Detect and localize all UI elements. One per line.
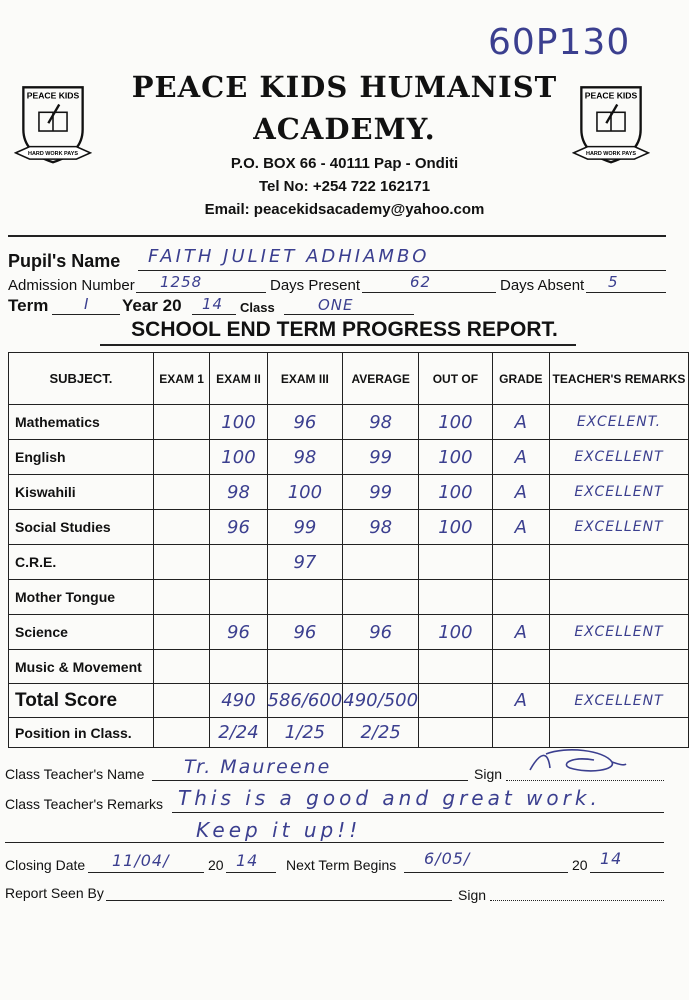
table-row: C.R.E. 97 bbox=[9, 545, 689, 580]
reference-number: 60P130 bbox=[488, 22, 631, 63]
teacher-signature bbox=[520, 744, 630, 778]
days-absent-label: Days Absent bbox=[500, 277, 585, 294]
table-row-music: Music & Movement bbox=[9, 650, 689, 684]
teacher-remarks-line2: Keep it up!! bbox=[196, 818, 362, 842]
total-score-label: Total Score bbox=[9, 684, 154, 718]
teacher-remarks-line1: This is a good and great work. bbox=[178, 786, 601, 810]
header-grade: GRADE bbox=[492, 353, 549, 405]
teacher-name-label: Class Teacher's Name bbox=[5, 766, 145, 782]
closing-date-label: Closing Date bbox=[5, 857, 86, 873]
pupil-name-label: Pupil's Name bbox=[8, 251, 121, 271]
next-term-value: 6/05/ bbox=[424, 849, 471, 868]
report-seen-label: Report Seen By bbox=[5, 885, 104, 901]
header-exam3: EXAM III bbox=[267, 353, 343, 405]
header-remarks: TEACHER'S REMARKS bbox=[549, 353, 688, 405]
header-average: AVERAGE bbox=[343, 353, 419, 405]
table-row: Mathematics 100 96 98 100 A EXCELENT. bbox=[9, 405, 689, 440]
report-title: SCHOOL END TERM PROGRESS REPORT. bbox=[131, 318, 558, 341]
closing-year-value: 14 bbox=[236, 851, 259, 870]
table-row: Kiswahili 98 100 99 100 A EXCELLENT bbox=[9, 475, 689, 510]
svg-text:HARD WORK PAYS: HARD WORK PAYS bbox=[586, 151, 636, 158]
header-exam2: EXAM II bbox=[210, 353, 267, 405]
header-subject: SUBJECT. bbox=[9, 353, 154, 405]
class-label: Class bbox=[240, 300, 275, 315]
admission-value: 1258 bbox=[160, 273, 203, 291]
table-row: Mother Tongue bbox=[9, 580, 689, 615]
year-value: 14 bbox=[202, 295, 224, 313]
svg-text:HARD WORK PAYS: HARD WORK PAYS bbox=[28, 151, 78, 158]
next-term-label: Next Term Begins bbox=[286, 857, 397, 873]
school-email: Email: peacekidsacademy@yahoo.com bbox=[204, 201, 485, 218]
days-present-value: 62 bbox=[410, 273, 432, 291]
table-row-total: Total Score 490 586/600 490/500 A EXCELLENT bbox=[9, 684, 689, 718]
sign2-label: Sign bbox=[458, 887, 487, 903]
teacher-remarks-label: Class Teacher's Remarks bbox=[5, 796, 164, 812]
next-year-value: 14 bbox=[600, 849, 623, 868]
days-absent-value: 5 bbox=[608, 273, 619, 291]
table-row: English 100 98 99 100 A EXCELLENT bbox=[9, 440, 689, 475]
grades-table bbox=[8, 352, 689, 748]
crest-text: PEACE KIDS bbox=[26, 90, 80, 101]
school-name-line2: ACADEMY. bbox=[253, 112, 436, 146]
closing-date-value: 11/04/ bbox=[112, 851, 170, 870]
table-row: Science 96 96 96 100 A EXCELLENT bbox=[9, 615, 689, 650]
table-row-position: Position in Class. 2/24 1/25 2/25 bbox=[9, 718, 689, 748]
table-header-row bbox=[9, 353, 689, 405]
term-value: I bbox=[84, 295, 90, 313]
school-address: P.O. BOX 66 - 40111 Pap - Onditi bbox=[230, 155, 459, 172]
admission-label: Admission Number bbox=[8, 277, 135, 294]
pupil-name-value: FAITH JULIET ADHIAMBO bbox=[148, 246, 430, 267]
school-phone: Tel No: +254 722 162171 bbox=[258, 178, 431, 195]
header-exam1: EXAM 1 bbox=[153, 353, 210, 405]
days-present-label: Days Present bbox=[270, 277, 361, 294]
class-value: ONE bbox=[318, 296, 354, 314]
svg-text:PEACE KIDS: PEACE KIDS bbox=[584, 90, 638, 101]
teacher-name-value: Tr. Maureene bbox=[184, 756, 332, 778]
school-name-line1: PEACE KIDS HUMANIST bbox=[131, 70, 558, 104]
table-row: Social Studies 96 99 98 100 A EXCELLENT bbox=[9, 510, 689, 545]
sign-label: Sign bbox=[474, 766, 503, 782]
term-label: Term bbox=[8, 296, 49, 315]
position-label: Position in Class. bbox=[9, 718, 154, 748]
header-out-of: OUT OF bbox=[419, 353, 493, 405]
year-label: Year 20 bbox=[122, 296, 182, 315]
